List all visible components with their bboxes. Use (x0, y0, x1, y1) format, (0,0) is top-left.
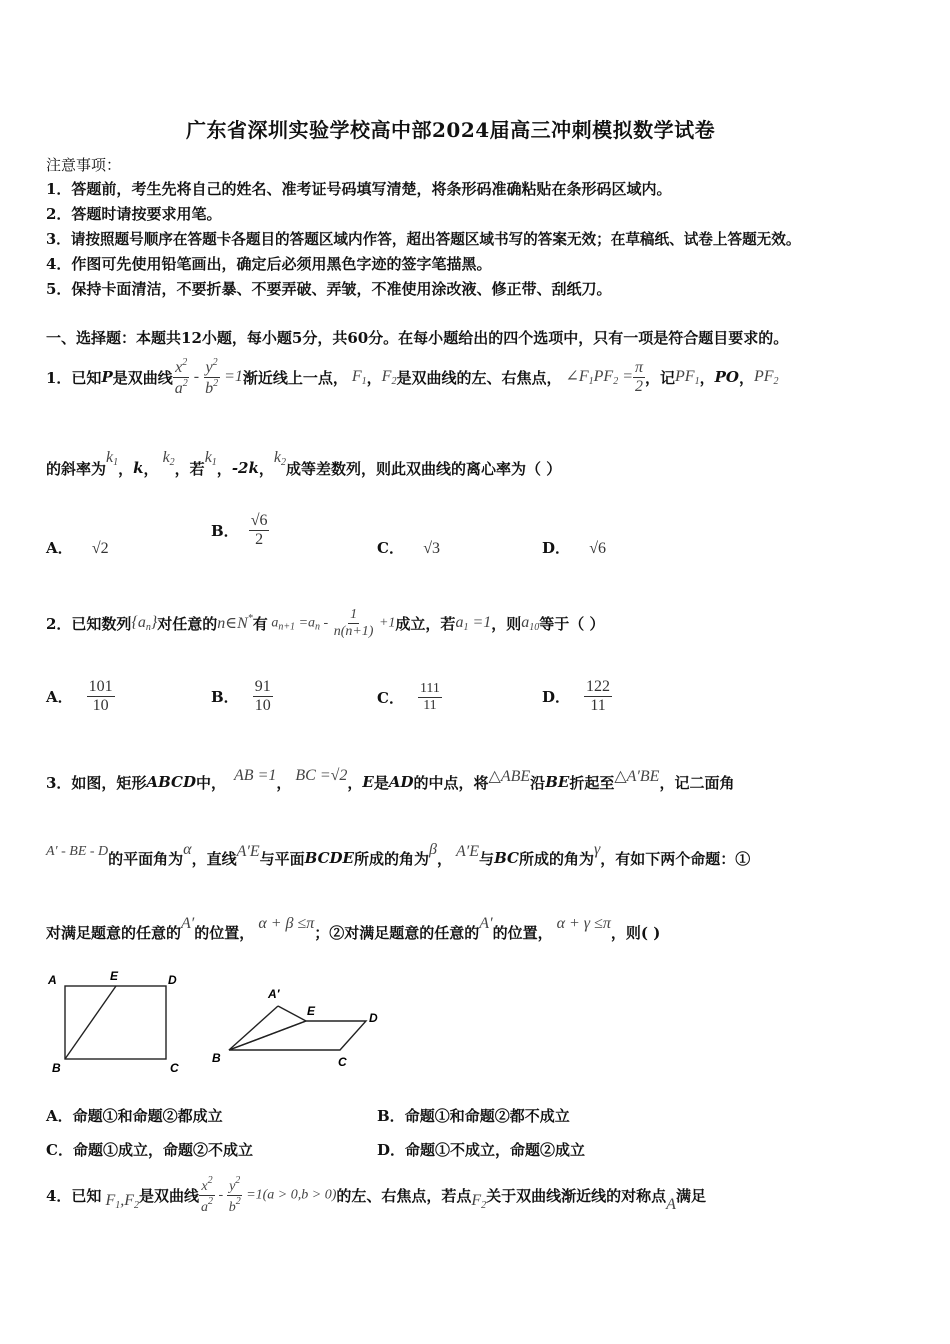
n-in-nstar: n∈N* (217, 613, 253, 632)
numerator: 111 (419, 681, 440, 696)
foci-symbols: $F_1,F_2$ (101, 1191, 139, 1211)
option-label: D． (542, 539, 571, 557)
section-heading: 一、选择题：本题共12小题，每小题5分，共60分。在每小题给出的四个选项中，只有一项是符合题目要求的。 (46, 329, 789, 347)
option-value (584, 678, 612, 715)
numerator: 122 (586, 678, 611, 695)
q1-text: ， (258, 459, 274, 478)
note-item: 4．作图可先使用铅笔画出，确定后必须用黑色字迹的签字笔描黑。 (46, 255, 492, 273)
a-prime-symbol: A′ (479, 915, 493, 932)
q3-text: 的位置， (194, 923, 255, 942)
option-label: A． (46, 688, 73, 706)
point-label: A (48, 973, 57, 987)
point-label: E (307, 1004, 316, 1018)
option-label: A． (46, 539, 73, 557)
question-1-line-1 (46, 352, 779, 402)
question-1-line-2 (46, 448, 561, 488)
note-item: 1．答题前，考生先将自己的姓名、准考证号码填写清楚，将条形码准确粘贴在条形码区域内。 (46, 180, 672, 198)
base-quadrilateral (229, 1021, 366, 1050)
alpha-symbol: α (183, 841, 192, 858)
a10-symbol: $a_{10}$ (521, 613, 540, 633)
question-4-line (46, 1172, 706, 1218)
q3-text: 对满足题意的任意的 (46, 923, 182, 942)
q3-var: BCDE (304, 849, 354, 867)
option-label: B． (377, 1107, 405, 1125)
q3-option-a[interactable] (46, 1105, 223, 1126)
option-value (253, 678, 273, 715)
option-label: C． (377, 539, 404, 557)
notes-heading: 注意事项： (46, 156, 122, 174)
numerator: √6 (250, 512, 268, 529)
q2-option-d[interactable] (542, 678, 612, 715)
option-value (87, 678, 115, 715)
point-label: D (168, 973, 177, 987)
question-3-line-3 (46, 912, 660, 952)
option-label: B． (211, 522, 239, 540)
point-label: C (170, 1061, 179, 1075)
beta-symbol: β (429, 841, 437, 858)
q4-text: 关于双曲线渐近线的对称点 (486, 1186, 667, 1205)
q4-text: 的左、右焦点，若点 (336, 1186, 472, 1205)
f2-symbol: $F_2$ (381, 367, 397, 387)
segment-be (65, 986, 116, 1059)
option-text: 命题①和命题②都不成立 (404, 1107, 570, 1125)
bc-equals-root2: BC =√2 (291, 767, 348, 784)
q1-text: ， (366, 368, 382, 387)
q1-text: 1．已知 (46, 368, 102, 387)
denominator: 2 (255, 531, 264, 548)
q3-option-b[interactable] (377, 1105, 570, 1126)
ab-equals-1: AB =1 (226, 767, 277, 784)
q3-text: ， (436, 849, 452, 868)
q3-text: 沿 (530, 773, 546, 792)
q3-text: 中， (196, 773, 227, 792)
sequence-symbol: $\{a_n\}$ (131, 613, 158, 633)
figure-rectangle-abcd (44, 966, 194, 1078)
q2-option-a[interactable] (46, 678, 115, 715)
q4-text: 是双曲线 (139, 1186, 200, 1205)
q2-text: 2．已知数列 (46, 614, 132, 633)
angle-condition: $\angle F_1PF_2$ = $\frac{\pi}{2}$ (561, 358, 644, 395)
line-a-prime-e: A′E (452, 843, 480, 860)
q3-text: 所成的角为 (518, 849, 594, 868)
q3-text: ，记二面角 (659, 773, 735, 792)
option-label: D． (542, 688, 571, 706)
line-a-prime-e: A′E (236, 843, 260, 860)
hyperbola-equation: $\frac{x^2}{a^2}$ - $\frac{y^2}{b^2}$ =1(a > 0,b > 0) (201, 1174, 337, 1215)
q1-option-b[interactable] (211, 512, 269, 549)
k1-symbol: $k_1$ (204, 448, 217, 468)
alpha-plus-gamma: α + γ ≤π (552, 915, 611, 932)
q1-var-minus-2k: -2k (231, 459, 259, 477)
q1-text: ，若 (174, 459, 205, 478)
point-label: B (212, 1051, 221, 1065)
q2-text: 成立，若 (395, 614, 456, 633)
a-prime-symbol: A′ (181, 915, 195, 932)
hyperbola-equation: $\frac{x^2}{a^2}$ - $\frac{y^2}{b^2}$ =1 (174, 356, 243, 397)
option-value (249, 512, 270, 549)
figure-folded-pyramid (206, 984, 396, 1074)
recurrence-formula: $a_{n+1} =a_n$ - $\frac{1}{n(n+1)}$ +1 (267, 606, 396, 639)
denominator: 10 (92, 697, 109, 714)
question-2-line (46, 598, 604, 648)
q1-var-k: k (133, 459, 144, 477)
note-item: 2．答题时请按要求用笔。 (46, 205, 222, 223)
option-value: √3 (423, 540, 440, 557)
q4-text: 4．已知 (46, 1186, 102, 1205)
option-label: B． (211, 688, 239, 706)
q3-text: 与 (479, 849, 495, 868)
q2-option-c[interactable] (377, 681, 442, 714)
gamma-symbol: γ (593, 841, 601, 858)
pf1-symbol: $PF_1$ (675, 367, 700, 387)
point-label: A′ (268, 987, 280, 1001)
q1-option-a[interactable] (46, 537, 109, 558)
alpha-plus-beta: α + β ≤π (254, 915, 315, 932)
numerator: 101 (88, 678, 113, 695)
option-value: √6 (589, 540, 607, 557)
q2-text: 有 (252, 614, 268, 633)
q1-text: ， (143, 459, 159, 478)
q1-text: ， (738, 368, 754, 387)
q3-text: ， (276, 773, 292, 792)
q1-text: ，记 (645, 368, 676, 387)
option-label: A． (46, 1107, 73, 1125)
q3-text: 的位置， (492, 923, 553, 942)
point-label: C (338, 1055, 347, 1069)
page-title: 广东省深圳实验学校高中部2024届高三冲刺模拟数学试卷 (186, 118, 716, 142)
option-label: C． (46, 1141, 73, 1159)
q3-text: 是 (373, 773, 389, 792)
rectangle-outline (65, 986, 166, 1059)
numerator: 91 (254, 678, 271, 695)
q2-text: 对任意的 (157, 614, 218, 633)
note-item: 3．请按照题号顺序在答题卡各题目的答题区域内作答，超出答题区域书写的答案无效；在草稿纸、试卷上答题无效。 (46, 231, 801, 248)
option-label: C． (377, 689, 404, 707)
q2-option-b[interactable] (211, 678, 273, 715)
q3-option-c[interactable] (46, 1139, 253, 1160)
option-text: 命题①和命题②都成立 (72, 1107, 223, 1125)
q3-text: ， (347, 773, 363, 792)
denominator: 11 (590, 697, 606, 714)
q2-text: 等于（ ） (539, 614, 605, 633)
segment-a-prime-e (278, 1006, 306, 1021)
q3-var: ABCD (146, 773, 196, 791)
point-a-symbol: A (666, 1196, 676, 1213)
q3-option-d[interactable] (377, 1139, 585, 1160)
q3-text: ，有如下两个命题：① (600, 849, 751, 868)
q1-text: ， (118, 459, 134, 478)
triangle-abe: △ABE (488, 768, 531, 785)
option-text: 命题①成立，命题②不成立 (72, 1141, 253, 1159)
question-3-line-2 (46, 838, 750, 878)
k2-symbol: $k_2$ (273, 448, 286, 468)
segment-ba-prime (229, 1006, 278, 1050)
q1-var-p: P (101, 368, 113, 386)
q1-option-c[interactable] (377, 537, 440, 558)
point-label: D (369, 1011, 378, 1025)
k2-symbol: $k_2$ (158, 448, 175, 468)
q3-var: E (362, 773, 374, 791)
q3-text: 折起至 (569, 773, 615, 792)
q3-text: 3．如图，矩形 (46, 773, 147, 792)
q3-text: ；②对满足题意的任意的 (314, 923, 480, 942)
initial-condition: $a_1 =1$ (455, 613, 492, 633)
q1-text: 渐近线上一点， (242, 368, 348, 387)
q1-text: ， (699, 368, 715, 387)
triangle-a-prime-be: △A′BE (614, 768, 660, 785)
option-text: 命题①不成立，命题②成立 (405, 1141, 586, 1159)
q1-var-po: PO (714, 368, 739, 386)
q1-option-d[interactable] (542, 537, 606, 558)
denominator: 10 (254, 697, 271, 714)
k1-symbol: $k_1$ (106, 448, 119, 468)
q1-text: 的斜率为 (46, 459, 107, 478)
option-value: √2 (91, 540, 109, 557)
option-label: D． (377, 1141, 406, 1159)
q3-text: 所成的角为 (354, 849, 430, 868)
q3-text: 的平面角为 (108, 849, 184, 868)
q1-text: 是双曲线的左、右焦点， (396, 368, 562, 387)
q3-var: BC (494, 849, 519, 867)
q1-text: 成等差数列，则此双曲线的离心率为（ ） (286, 459, 562, 478)
q3-text: 与平面 (259, 849, 305, 868)
segment-be (229, 1021, 306, 1050)
q1-text: 是双曲线 (112, 368, 173, 387)
note-item: 5．保持卡面清洁，不要折暴、不要弄破、弄皱，不准使用涂改液、修正带、刮纸刀。 (46, 280, 612, 298)
q3-var: AD (388, 773, 414, 791)
point-label: E (110, 969, 119, 983)
question-3-line-1 (46, 762, 734, 802)
option-value (418, 681, 442, 714)
q3-var: BE (545, 773, 570, 791)
q3-text: ，则( ) (610, 923, 661, 942)
q1-text: ， (216, 459, 232, 478)
f1-symbol: $F_1$ (347, 367, 367, 387)
q4-text: 满足 (675, 1186, 706, 1205)
q3-text: ，直线 (191, 849, 237, 868)
q3-text: 的中点，将 (413, 773, 489, 792)
point-label: B (52, 1061, 61, 1075)
q2-text: ，则 (491, 614, 522, 633)
dihedral-angle-symbol: A′ - BE - D (46, 844, 109, 859)
pf2-symbol: $PF_2$ (753, 367, 779, 387)
f2-symbol: $F_2$ (471, 1191, 487, 1211)
denominator: 11 (423, 698, 437, 713)
